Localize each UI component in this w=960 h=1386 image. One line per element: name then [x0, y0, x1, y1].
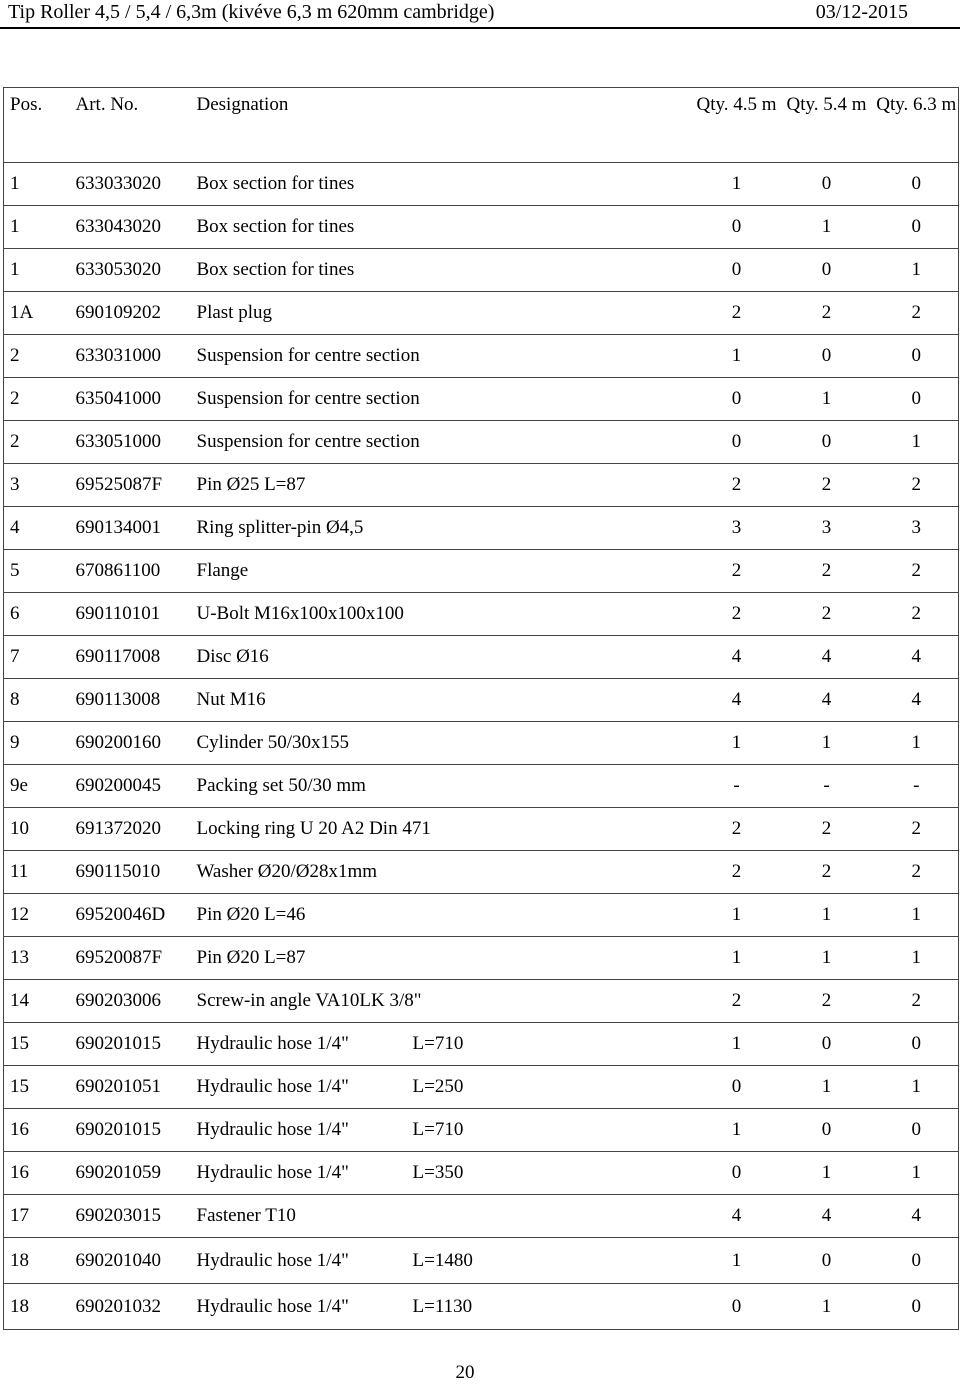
cell-art-no: 633031000: [70, 335, 191, 378]
table-row: [4, 937, 959, 980]
cell-qty-5-4: 2: [779, 292, 869, 335]
cell-designation: [191, 1195, 689, 1238]
cell-pos: 6: [4, 593, 70, 636]
cell-qty-5-4: 1: [779, 206, 869, 249]
cell-qty-6-3: 1: [869, 894, 959, 937]
cell-art-no: 690201051: [70, 1066, 191, 1109]
cell-designation: [191, 679, 689, 722]
cell-art-no: 691372020: [70, 808, 191, 851]
cell-qty-4-5: 1: [689, 1109, 779, 1152]
designation-text: Suspension for centre section: [196, 388, 420, 409]
cell-designation: [191, 1109, 689, 1152]
cell-qty-6-3: 1: [869, 1152, 959, 1195]
cell-qty-5-4: 2: [779, 593, 869, 636]
cell-designation: [191, 937, 689, 980]
table-row: [4, 378, 959, 421]
table-row: [4, 722, 959, 765]
cell-designation: [191, 851, 689, 894]
cell-art-no: 690200045: [70, 765, 191, 808]
cell-qty-6-3: 2: [869, 851, 959, 894]
table-row: [4, 249, 959, 292]
cell-designation: [191, 421, 689, 464]
cell-art-no: 690110101: [70, 593, 191, 636]
cell-qty-5-4: 1: [779, 378, 869, 421]
column-header-pos: Pos.: [4, 88, 70, 163]
cell-pos: 2: [4, 421, 70, 464]
cell-qty-5-4: 0: [779, 1109, 869, 1152]
cell-pos: 15: [4, 1066, 70, 1109]
page-header: [0, 0, 960, 30]
cell-art-no: 690203006: [70, 980, 191, 1023]
designation-text: Box section for tines: [196, 173, 355, 194]
cell-qty-4-5: 0: [689, 1066, 779, 1109]
hose-length: L=1130: [412, 1296, 473, 1317]
cell-qty-5-4: 0: [779, 1023, 869, 1066]
cell-qty-6-3: 2: [869, 593, 959, 636]
designation-text: Hydraulic hose 1/4": [196, 1250, 349, 1271]
cell-qty-6-3: 4: [869, 1195, 959, 1238]
cell-pos: 1: [4, 163, 70, 206]
table-row: [4, 851, 959, 894]
cell-designation: [191, 1152, 689, 1195]
cell-art-no: 690201032: [70, 1284, 191, 1330]
cell-designation: [191, 292, 689, 335]
document-date: 03/12-2015: [815, 1, 908, 23]
table-row: [4, 1152, 959, 1195]
cell-qty-6-3: 4: [869, 679, 959, 722]
cell-art-no: 690134001: [70, 507, 191, 550]
cell-qty-4-5: 2: [689, 464, 779, 507]
cell-designation: [191, 765, 689, 808]
cell-qty-5-4: 1: [779, 1066, 869, 1109]
cell-qty-5-4: 4: [779, 1195, 869, 1238]
table-row: [4, 1238, 959, 1284]
table-row: [4, 335, 959, 378]
cell-qty-5-4: 4: [779, 636, 869, 679]
cell-designation: [191, 1284, 689, 1330]
table-row: [4, 980, 959, 1023]
cell-art-no: 633033020: [70, 163, 191, 206]
cell-qty-5-4: 0: [779, 1238, 869, 1284]
designation-text: Box section for tines: [196, 259, 355, 280]
cell-qty-4-5: -: [689, 765, 779, 808]
designation-text: Hydraulic hose 1/4": [196, 1119, 349, 1140]
cell-qty-4-5: 2: [689, 851, 779, 894]
cell-art-no: 690201059: [70, 1152, 191, 1195]
cell-art-no: 69520046D: [70, 894, 191, 937]
cell-designation: [191, 1023, 689, 1066]
cell-qty-4-5: 1: [689, 1023, 779, 1066]
cell-designation: [191, 722, 689, 765]
cell-qty-6-3: 2: [869, 464, 959, 507]
cell-pos: 18: [4, 1284, 70, 1330]
cell-pos: 2: [4, 378, 70, 421]
column-header-art-no: Art. No.: [70, 88, 191, 163]
designation-text: Pin Ø20 L=46: [196, 904, 306, 925]
table-row: [4, 1195, 959, 1238]
cell-art-no: 633043020: [70, 206, 191, 249]
column-header-qty-4-5: Qty. 4.5 m: [689, 88, 779, 163]
designation-text: Hydraulic hose 1/4": [196, 1076, 349, 1097]
cell-qty-5-4: 2: [779, 851, 869, 894]
cell-qty-5-4: 1: [779, 894, 869, 937]
cell-pos: 10: [4, 808, 70, 851]
cell-qty-5-4: 2: [779, 550, 869, 593]
cell-qty-6-3: 2: [869, 808, 959, 851]
cell-pos: 13: [4, 937, 70, 980]
cell-qty-4-5: 1: [689, 894, 779, 937]
cell-qty-6-3: 0: [869, 1109, 959, 1152]
designation-text: Hydraulic hose 1/4": [196, 1296, 349, 1317]
cell-pos: 11: [4, 851, 70, 894]
cell-qty-4-5: 0: [689, 378, 779, 421]
hose-length: L=710: [412, 1119, 464, 1140]
cell-qty-4-5: 2: [689, 808, 779, 851]
cell-pos: 5: [4, 550, 70, 593]
cell-qty-4-5: 1: [689, 335, 779, 378]
cell-qty-6-3: 2: [869, 292, 959, 335]
header-divider: [0, 27, 960, 29]
cell-qty-5-4: 1: [779, 1152, 869, 1195]
designation-text: Box section for tines: [196, 216, 355, 237]
cell-designation: [191, 550, 689, 593]
cell-qty-5-4: 2: [779, 980, 869, 1023]
cell-qty-5-4: 2: [779, 464, 869, 507]
cell-qty-5-4: 2: [779, 808, 869, 851]
cell-art-no: 633053020: [70, 249, 191, 292]
cell-pos: 9e: [4, 765, 70, 808]
designation-text: Screw-in angle VA10LK 3/8": [196, 990, 422, 1011]
cell-qty-4-5: 0: [689, 421, 779, 464]
table-row: [4, 1109, 959, 1152]
column-header-designation: Designation: [191, 88, 689, 163]
cell-art-no: 690200160: [70, 722, 191, 765]
cell-qty-5-4: -: [779, 765, 869, 808]
cell-qty-6-3: 0: [869, 206, 959, 249]
cell-pos: 3: [4, 464, 70, 507]
designation-text: Cylinder 50/30x155: [196, 732, 350, 753]
designation-text: Packing set 50/30 mm: [196, 775, 366, 796]
designation-text: Nut M16: [196, 689, 266, 710]
hose-length: L=350: [412, 1162, 464, 1183]
cell-qty-4-5: 1: [689, 722, 779, 765]
cell-art-no: 690109202: [70, 292, 191, 335]
document-title: Tip Roller 4,5 / 5,4 / 6,3m (kivéve 6,3 m 620mm cambridge): [8, 1, 495, 23]
cell-qty-6-3: 2: [869, 980, 959, 1023]
cell-qty-5-4: 1: [779, 1284, 869, 1330]
cell-qty-5-4: 0: [779, 421, 869, 464]
designation-text: Washer Ø20/Ø28x1mm: [196, 861, 378, 882]
designation-text: Hydraulic hose 1/4": [196, 1162, 349, 1183]
cell-qty-4-5: 0: [689, 1152, 779, 1195]
cell-designation: [191, 593, 689, 636]
cell-qty-4-5: 3: [689, 507, 779, 550]
cell-designation: [191, 808, 689, 851]
cell-pos: 15: [4, 1023, 70, 1066]
cell-art-no: 635041000: [70, 378, 191, 421]
parts-table: [3, 87, 959, 1330]
cell-qty-5-4: 1: [779, 722, 869, 765]
cell-designation: [191, 464, 689, 507]
designation-text: Suspension for centre section: [196, 345, 420, 366]
cell-art-no: 690117008: [70, 636, 191, 679]
cell-designation: [191, 335, 689, 378]
cell-qty-6-3: 1: [869, 937, 959, 980]
cell-pos: 14: [4, 980, 70, 1023]
cell-qty-6-3: 1: [869, 249, 959, 292]
cell-qty-6-3: 4: [869, 636, 959, 679]
cell-designation: [191, 1238, 689, 1284]
cell-qty-6-3: 1: [869, 1066, 959, 1109]
cell-pos: 2: [4, 335, 70, 378]
cell-qty-4-5: 2: [689, 593, 779, 636]
designation-text: Ring splitter-pin Ø4,5: [196, 517, 364, 538]
cell-pos: 1: [4, 206, 70, 249]
cell-art-no: 690201015: [70, 1023, 191, 1066]
cell-qty-6-3: 1: [869, 722, 959, 765]
table-row: [4, 894, 959, 937]
cell-designation: [191, 206, 689, 249]
cell-art-no: 670861100: [70, 550, 191, 593]
table-row: [4, 636, 959, 679]
cell-designation: [191, 507, 689, 550]
table-row: [4, 292, 959, 335]
cell-qty-4-5: 4: [689, 636, 779, 679]
cell-pos: 1A: [4, 292, 70, 335]
cell-qty-6-3: 0: [869, 378, 959, 421]
table-row: [4, 206, 959, 249]
cell-qty-5-4: 0: [779, 163, 869, 206]
page-number: 20: [455, 1362, 475, 1383]
table-row: [4, 593, 959, 636]
cell-qty-5-4: 0: [779, 335, 869, 378]
designation-text: Flange: [196, 560, 249, 581]
cell-designation: [191, 378, 689, 421]
designation-text: Fastener T10: [196, 1205, 296, 1226]
cell-qty-4-5: 1: [689, 937, 779, 980]
designation-text: Hydraulic hose 1/4": [196, 1033, 349, 1054]
cell-qty-6-3: 3: [869, 507, 959, 550]
cell-qty-6-3: 0: [869, 1284, 959, 1330]
hose-length: L=710: [412, 1033, 464, 1054]
designation-text: Pin Ø20 L=87: [196, 947, 306, 968]
cell-art-no: 690201015: [70, 1109, 191, 1152]
cell-pos: 9: [4, 722, 70, 765]
table-row: [4, 1284, 959, 1330]
cell-qty-6-3: 1: [869, 421, 959, 464]
hose-length: L=1480: [412, 1250, 473, 1271]
designation-text: U-Bolt M16x100x100x100: [196, 603, 404, 624]
designation-text: Pin Ø25 L=87: [196, 474, 306, 495]
designation-text: Disc Ø16: [196, 646, 269, 667]
cell-pos: 7: [4, 636, 70, 679]
designation-text: Suspension for centre section: [196, 431, 420, 452]
cell-qty-5-4: 1: [779, 937, 869, 980]
cell-qty-4-5: 2: [689, 980, 779, 1023]
cell-art-no: 69525087F: [70, 464, 191, 507]
cell-designation: [191, 894, 689, 937]
cell-designation: [191, 980, 689, 1023]
cell-qty-6-3: 0: [869, 1023, 959, 1066]
cell-qty-4-5: 0: [689, 206, 779, 249]
cell-qty-4-5: 1: [689, 163, 779, 206]
designation-text: Plast plug: [196, 302, 272, 323]
cell-pos: 12: [4, 894, 70, 937]
cell-designation: [191, 249, 689, 292]
cell-art-no: 690203015: [70, 1195, 191, 1238]
cell-qty-6-3: 2: [869, 550, 959, 593]
hose-length: L=250: [412, 1076, 464, 1097]
cell-qty-5-4: 0: [779, 249, 869, 292]
parts-table-body: [4, 163, 959, 1330]
cell-designation: [191, 636, 689, 679]
table-row: [4, 550, 959, 593]
cell-designation: [191, 1066, 689, 1109]
table-row: [4, 679, 959, 722]
cell-qty-6-3: 0: [869, 1238, 959, 1284]
cell-qty-5-4: 3: [779, 507, 869, 550]
cell-qty-6-3: 0: [869, 335, 959, 378]
cell-pos: 16: [4, 1109, 70, 1152]
cell-qty-6-3: -: [869, 765, 959, 808]
table-row: [4, 808, 959, 851]
cell-art-no: 633051000: [70, 421, 191, 464]
cell-qty-6-3: 0: [869, 163, 959, 206]
cell-designation: [191, 163, 689, 206]
table-row: [4, 163, 959, 206]
table-row: [4, 464, 959, 507]
cell-qty-4-5: 2: [689, 550, 779, 593]
cell-pos: 8: [4, 679, 70, 722]
table-row: [4, 421, 959, 464]
designation-text: Locking ring U 20 A2 Din 471: [196, 818, 431, 839]
cell-qty-4-5: 4: [689, 1195, 779, 1238]
cell-qty-4-5: 2: [689, 292, 779, 335]
cell-art-no: 690201040: [70, 1238, 191, 1284]
cell-pos: 17: [4, 1195, 70, 1238]
cell-qty-4-5: 4: [689, 679, 779, 722]
cell-qty-4-5: 0: [689, 249, 779, 292]
cell-pos: 18: [4, 1238, 70, 1284]
table-row: [4, 765, 959, 808]
cell-pos: 1: [4, 249, 70, 292]
cell-pos: 16: [4, 1152, 70, 1195]
column-header-qty-5-4: Qty. 5.4 m: [779, 88, 869, 163]
cell-qty-4-5: 1: [689, 1238, 779, 1284]
table-row: [4, 1023, 959, 1066]
table-row: [4, 507, 959, 550]
cell-qty-5-4: 4: [779, 679, 869, 722]
cell-pos: 4: [4, 507, 70, 550]
cell-art-no: 69520087F: [70, 937, 191, 980]
table-header-row: [4, 88, 959, 163]
table-row: [4, 1066, 959, 1109]
cell-qty-4-5: 0: [689, 1284, 779, 1330]
cell-art-no: 690113008: [70, 679, 191, 722]
cell-art-no: 690115010: [70, 851, 191, 894]
column-header-qty-6-3: Qty. 6.3 m: [869, 88, 959, 163]
